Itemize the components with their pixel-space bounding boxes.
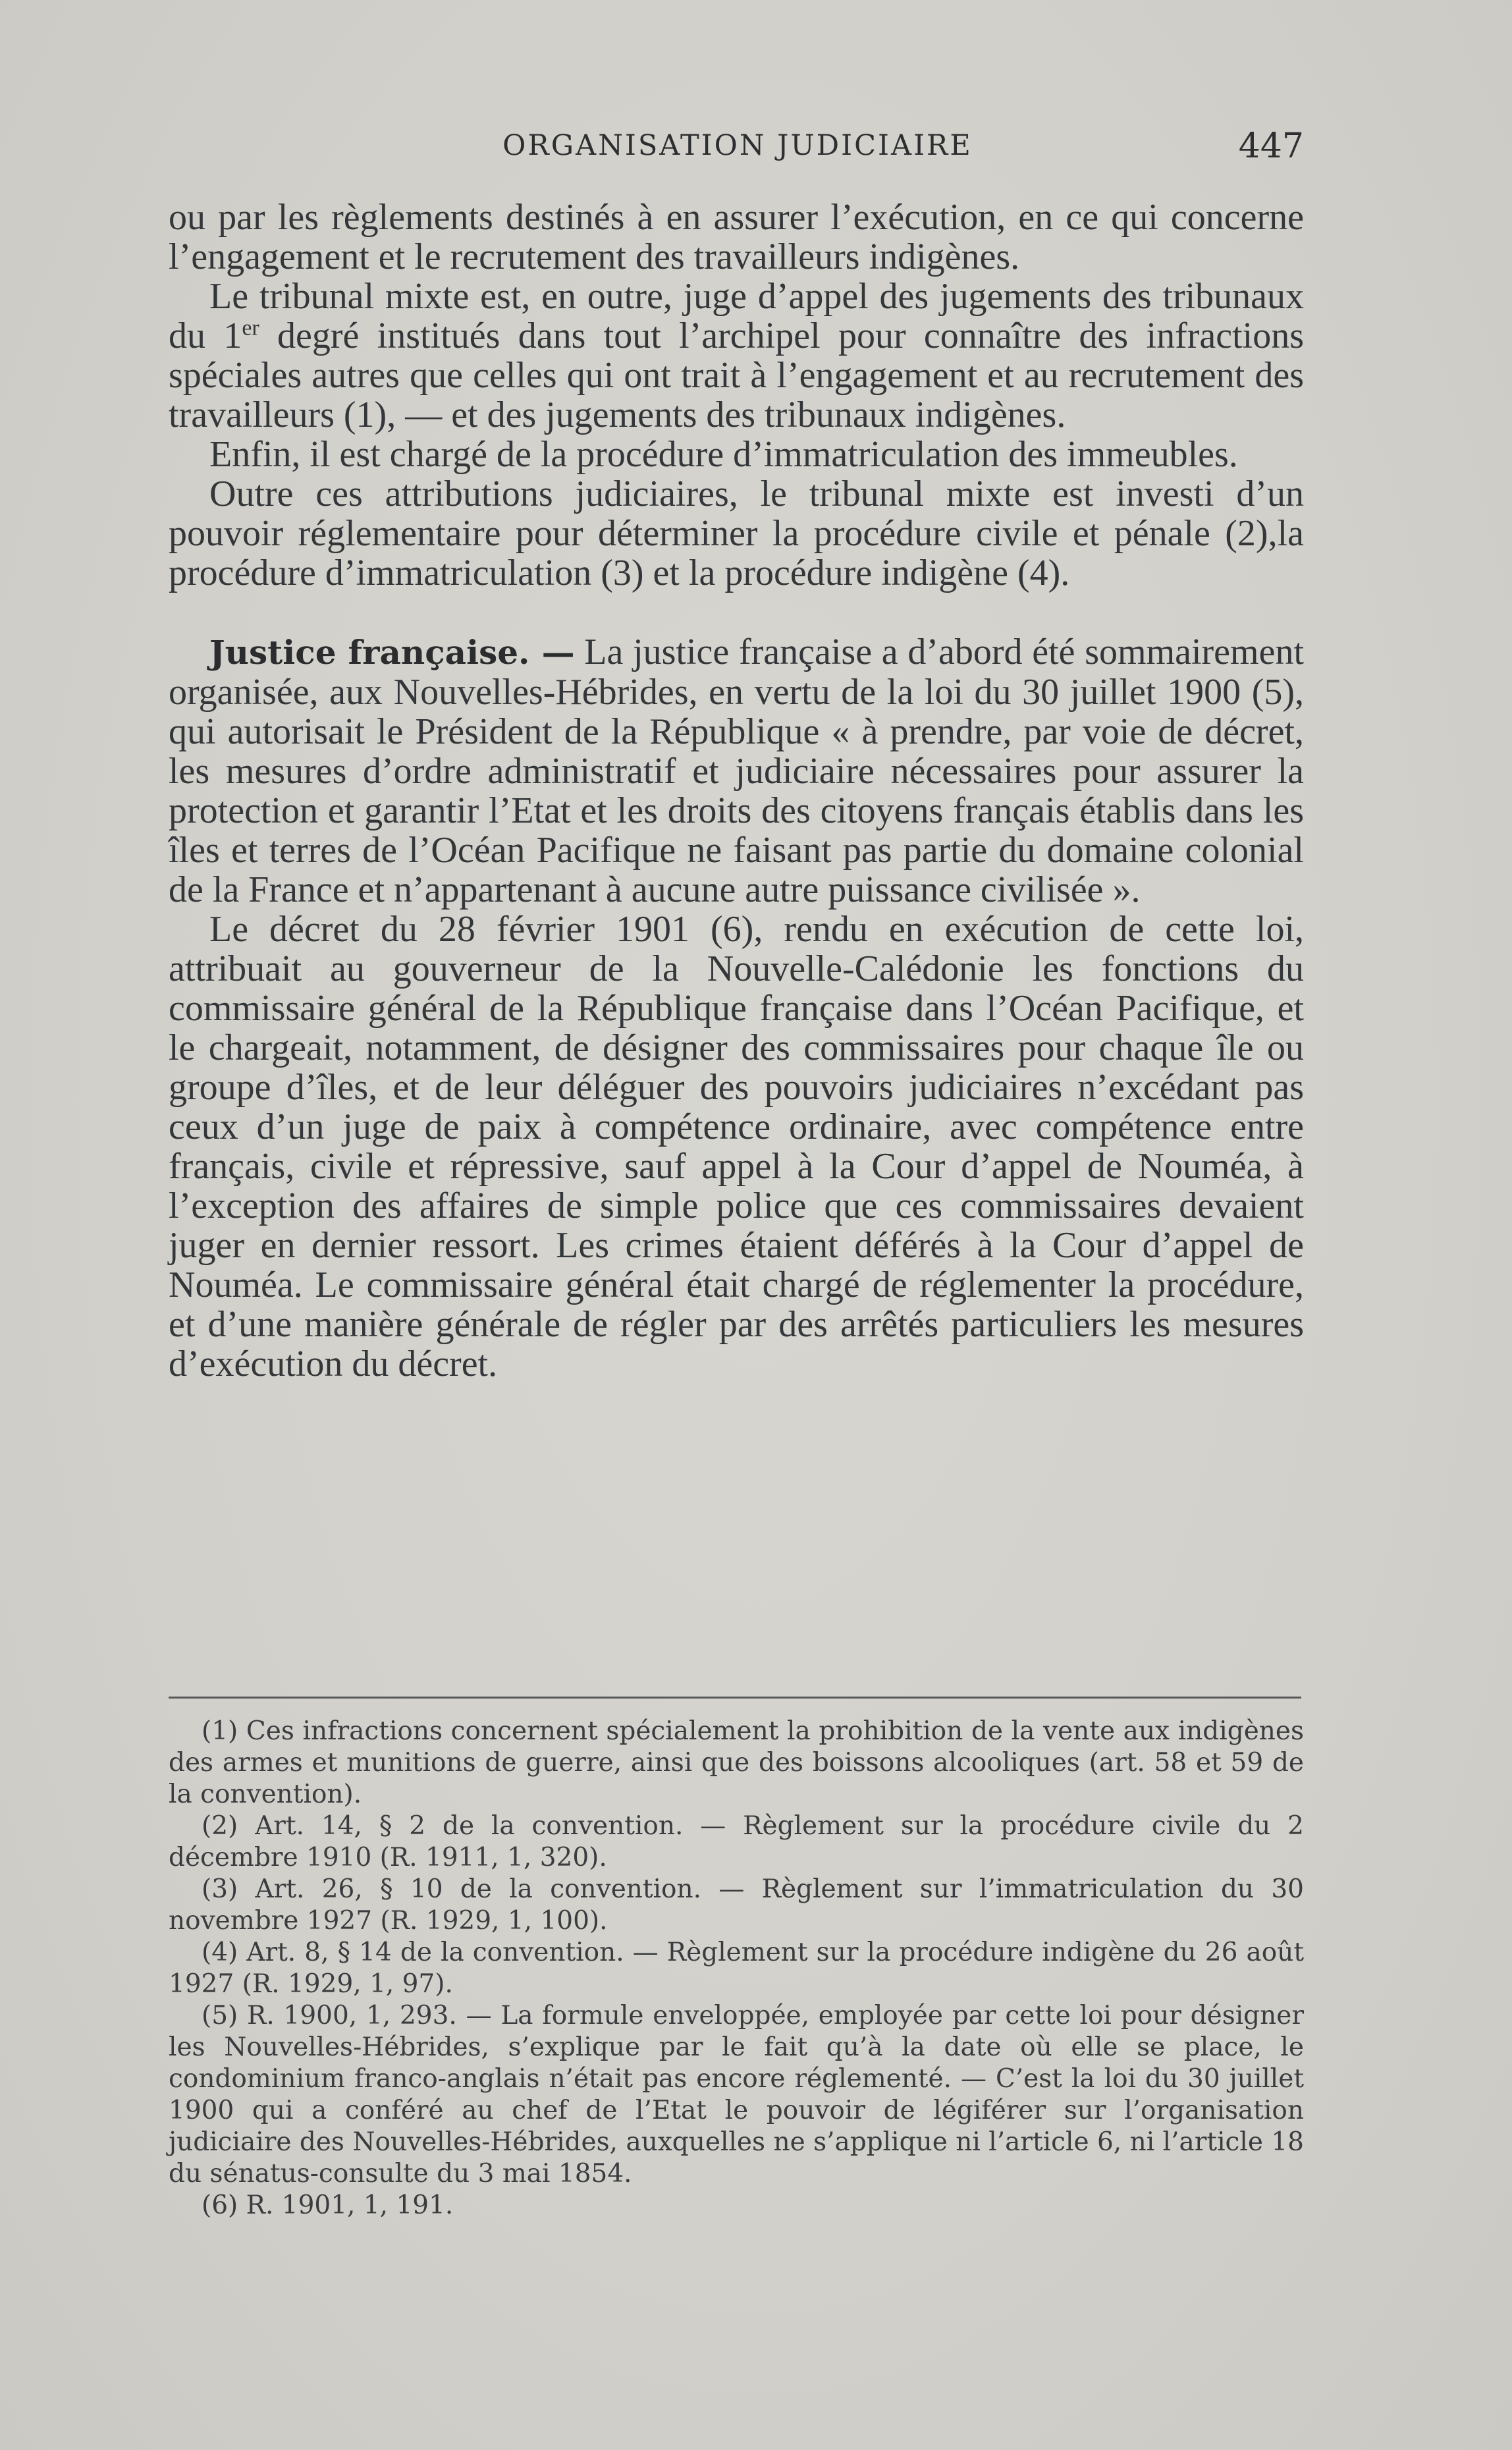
paragraph-2 [169, 277, 1304, 435]
running-head: ORGANISATION JUDICIAIRE [502, 129, 973, 162]
footnote-4: (4) Art. 8, § 14 de la convention. — Règlement sur la procédure indigène du 26 août 1927 (R. 1929, 1, 97). [169, 1938, 1304, 1999]
footnotes [169, 1716, 1304, 2221]
footnote-5: (5) R. 1900, 1, 293. — La formule enveloppée, employée par cette loi pour désigner les Nouvelles-Hébrides, s’explique par le fait qu’à la date où elle se place, le condominium franco-anglais n’était pas encore réglementé. — C’est la loi du 30 juillet 1900 qui a conféré au chef de l’Etat le pouvoir de légiférer sur l’organisation judiciaire des Nouvelles-Hébrides, auxquelles ne s’applique ni l’article 6, ni l’article 18 du sénatus-consulte du 3 mai 1854. [169, 2001, 1304, 2189]
footnote-2: (2) Art. 14, § 2 de la convention. — Règlement sur la procédure civile du 2 décembre 1910 (R. 1911, 1, 320). [169, 1811, 1304, 1872]
paragraph-5-text: La justice française a d’abord été sommairement organisée, aux Nouvelles-Hébrides, en vertu de la loi du 30 juillet 1900 (5), qui autorisait le Président de la République « à prendre, par voie de décret, les mesures d’ordre administratif et judiciaire nécessaires pour assurer la protection et garantir l’Etat et les droits des citoyens français établis dans les îles et terres de l’Océan Pacifique ne faisant pas partie du domaine colonial de la France et n’appartenant à aucune autre puissance civilisée ». [169, 632, 1305, 910]
footnote-3: (3) Art. 26, § 10 de la convention. — Règlement sur l’immatriculation du 30 novembre 1927 (R. 1929, 1, 100). [169, 1874, 1304, 1936]
paragraph-3: Enfin, il est chargé de la procédure d’immatriculation des immeubles. [209, 434, 1238, 475]
page-number: 447 [1238, 126, 1304, 166]
paragraph-1: ou par les règlements destinés à en assurer l’exécution, en ce qui concerne l’engagement et le recrutement des travailleurs indigènes. [169, 197, 1304, 277]
section-heading: Justice française. — [209, 633, 575, 672]
paragraph-6: Le décret du 28 février 1901 (6), rendu en exécution de cette loi, attribuait au gouverneur de la Nouvelle-Calédonie les fonctions du commissaire général de la République française dans l’Océan Pacifique, et le chargeait, notamment, de désigner des commissaires pour chaque île ou groupe d’îles, et de leur déléguer des pouvoirs judiciaires n’excédant pas ceux d’un juge de paix à compétence ordinaire, avec compétence entre français, civile et répressive, sauf appel à la Cour d’appel de Nouméa, à l’exception des affaires de simple police que ces commissaires devaient juger en dernier ressort. Les crimes étaient déférés à la Cour d’appel de Nouméa. Le commissaire général était chargé de réglementer la procédure, et d’une manière générale de régler par des arrêtés particuliers les mesures d’exécution du décret. [169, 909, 1304, 1384]
main-text [169, 198, 1304, 1384]
paragraph-2-part-b: degré institués dans tout l’archipel pour connaître des infractions spéciales autres que celles qui ont trait à l’engagement et au recrutement des travailleurs (1), — et des jugements des tribunaux indigènes. [169, 315, 1304, 435]
page-header [171, 124, 1304, 170]
footnote-divider [169, 1697, 1301, 1699]
paragraph-2-part-a: Le tribunal mixte est, en outre, juge d’appel des jugements des tribunaux du 1 [169, 276, 1304, 356]
superscript-er: er [242, 315, 259, 340]
paragraph-5 [169, 632, 1304, 910]
paragraph-4: Outre ces attributions judiciaires, le tribunal mixte est investi d’un pouvoir réglementaire pour déterminer la procédure civile et pénale (2),la procédure d’immatriculation (3) et la procédure indigène (4). [169, 474, 1304, 593]
footnote-1: (1) Ces infractions concernent spécialement la prohibition de la vente aux indigènes des armes et munitions de guerre, ainsi que des boissons alcooliques (art. 58 et 59 de la convention). [169, 1716, 1304, 1809]
footnote-6: (6) R. 1901, 1, 191. [202, 2191, 454, 2220]
